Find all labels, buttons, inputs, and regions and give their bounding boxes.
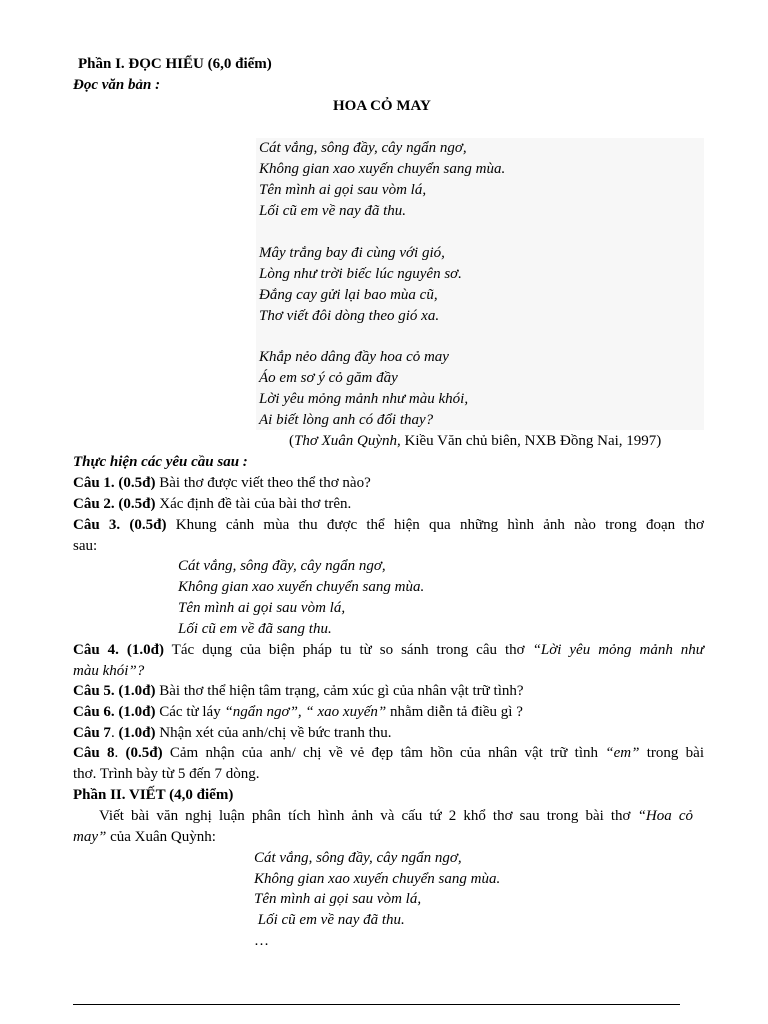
poem-line: Không gian xao xuyến chuyển sang mùa. [259,161,506,177]
question-text: Xác định đề tài của bài thơ trên. [155,496,352,512]
question-text: Các từ láy [155,704,225,720]
poem-line: Lối cũ em về nay đã thu. [259,203,407,219]
question-text: trong bài [639,745,704,761]
source-open: ( [289,433,294,449]
poem-line: Cát vắng, sông đầy, cây ngẩn ngơ, [259,140,467,156]
part2-quote-ellipsis: … [254,933,269,949]
part2-quote-line: Tên mình ai gọi sau vòm lá, [254,891,422,907]
question-score: (1.0đ) [118,725,156,741]
source-book: Thơ Xuân Quỳnh [294,433,398,449]
question-3 [73,515,704,535]
question-score: (0.5đ) [125,745,163,761]
prompt-text: Viết bài văn nghị luận phân tích hình ảnh và cấu tứ 2 khổ thơ sau trong bài thơ [99,808,638,824]
poem-line: Mây trắng bay đi cùng với gió, [259,245,445,261]
question-3-cont: sau: [73,538,98,554]
question-4-cont: màu khói”? [73,663,145,679]
poem-source [289,431,661,451]
poem-line: Ai biết lòng anh có đổi thay? [259,412,434,428]
poem-line: Lòng như trời biếc lúc nguyên sơ. [259,266,462,282]
poem-line: Lời yêu mỏng mảnh như màu khói, [259,391,469,407]
question-dot: . [110,725,119,741]
question-8-cont: thơ. Trình bày từ 5 đến 7 dòng. [73,766,260,782]
question-label: Câu 7 [73,725,111,741]
question-text: Nhận xét của anh/chị về bức tranh thu. [155,725,392,741]
poem-line: Thơ viết đôi dòng theo gió xa. [259,308,440,324]
part1-heading: Phần I. ĐỌC HIỂU (6,0 điểm) [78,56,272,72]
question-3-quote-line: Không gian xao xuyến chuyển sang mùa. [178,579,425,595]
question-3-quote-line: Lối cũ em về đã sang thu. [178,621,332,637]
question-8 [73,743,704,763]
poem-title: HOA CỎ MAY [333,98,431,114]
question-1 [73,473,371,493]
question-6 [73,702,523,722]
question-quote: “ngẩn ngơ”, “ xao xuyến” [224,704,387,720]
part2-quote-line: Lối cũ em về nay đã thu. [254,912,405,928]
part2-quote-line: Cát vắng, sông đầy, cây ngẩn ngơ, [254,850,462,866]
prompt-text: của Xuân Quỳnh: [106,829,216,845]
part2-prompt [99,806,693,826]
poem-line: Khắp nẻo dâng đầy hoa cỏ may [259,349,449,365]
question-quote: “Lời yêu mỏng mảnh như [532,642,704,658]
question-label: Câu 8 [73,745,115,761]
question-2 [73,494,351,514]
question-text: Tác dụng của biện pháp tu từ so sánh trong câu thơ [163,642,533,658]
poem-line: Tên mình ai gọi sau vòm lá, [259,182,427,198]
read-label: Đọc văn bản : [73,77,161,93]
prompt-title: “Hoa cỏ [637,808,694,824]
part2-quote-line: Không gian xao xuyến chuyển sang mùa. [254,871,501,887]
question-3-quote-line: Cát vắng, sông đầy, cây ngẩn ngơ, [178,558,386,574]
question-label: Câu 6. (1.0đ) [73,704,156,720]
question-text: nhằm diễn tả điều gì ? [386,704,523,720]
question-dot: . [114,745,126,761]
footer-divider [73,1004,680,1005]
question-label: Câu 5. (1.0đ) [73,683,156,699]
question-label: Câu 1. (0.5đ) [73,475,156,491]
poem-line: Đắng cay gửi lại bao mùa cũ, [259,287,438,303]
question-label: Câu 2. (0.5đ) [73,496,156,512]
question-label: Câu 4. (1.0đ) [73,642,164,658]
poem-line: Áo em sơ ý cỏ găm đầy [259,370,398,386]
question-text: Bài thơ thể hiện tâm trạng, cảm xúc gì của nhân vật trữ tình? [155,683,524,699]
question-text: Bài thơ được viết theo thể thơ nào? [155,475,371,491]
question-quote: “em” [605,745,640,761]
question-text: Khung cảnh mùa thu được thể hiện qua những hình ảnh nào trong đoạn thơ [166,517,704,533]
part2-prompt-cont [73,827,216,847]
question-5 [73,681,524,701]
task-label: Thực hiện các yêu cầu sau : [73,454,248,470]
question-7 [73,723,392,743]
prompt-title: may” [73,829,107,845]
question-text: Cảm nhận của anh/ chị về vẻ đẹp tâm hồn của nhân vật trữ tình [162,745,606,761]
source-rest: , Kiều Văn chủ biên, NXB Đồng Nai, 1997) [397,433,662,449]
question-4 [73,640,704,660]
question-3-quote-line: Tên mình ai gọi sau vòm lá, [178,600,346,616]
question-label: Câu 3. (0.5đ) [73,517,167,533]
part2-heading: Phần II. VIẾT (4,0 điểm) [73,787,234,803]
